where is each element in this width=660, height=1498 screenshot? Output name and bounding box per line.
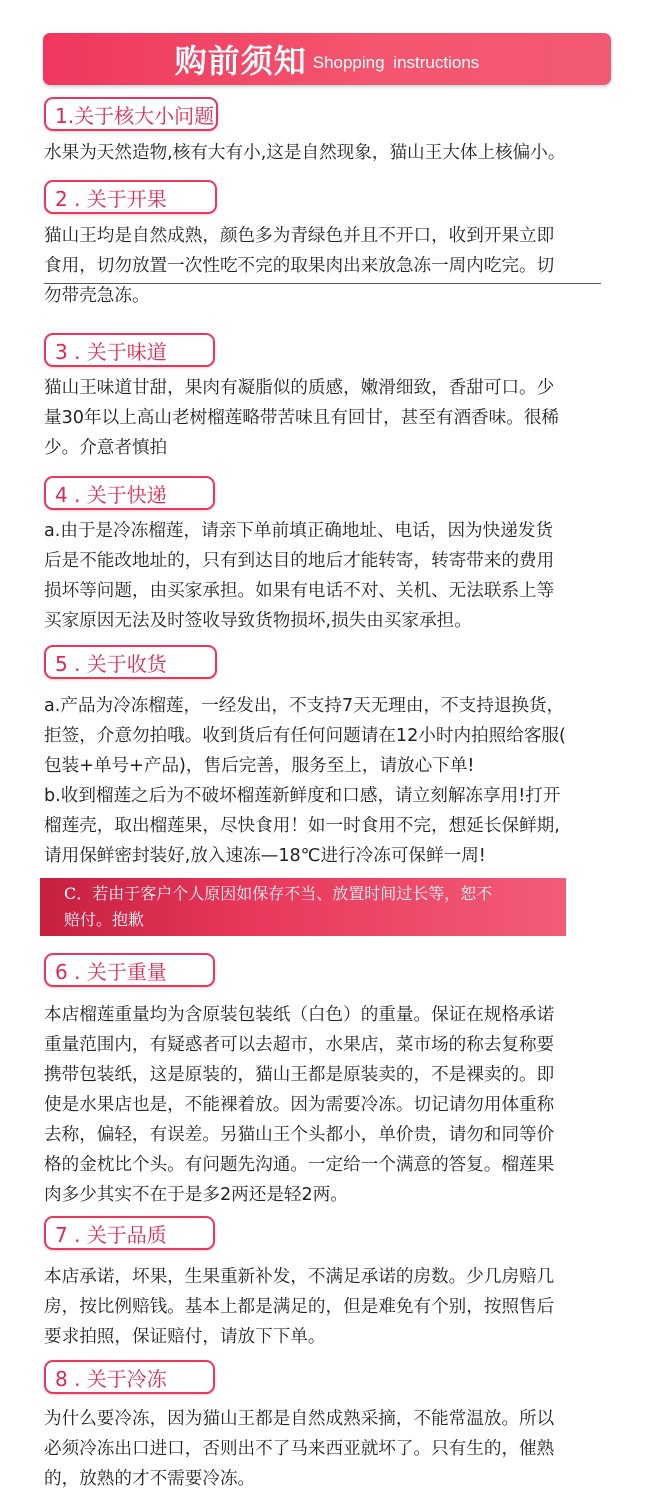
text-line: 请用保鲜密封装好,放入速冻—18℃进行冷冻可保鲜一周! bbox=[44, 846, 486, 866]
notice-line: 赔付。抱歉 bbox=[64, 910, 145, 929]
section-label-weight: 6 . 关于重量 bbox=[44, 953, 215, 987]
section-text-opening bbox=[44, 221, 619, 311]
text-line: 量30年以上高山老树榴莲略带苦味且有回甘，甚至有酒香味。很稀 bbox=[44, 408, 560, 428]
section-text-receiving bbox=[44, 691, 619, 871]
text-line: 后是不能改地址的，只有到达目的地后才能转寄，转寄带来的费用 bbox=[44, 551, 555, 571]
text-line: 少。介意者慎拍 bbox=[44, 438, 168, 458]
text-line: 使是水果店也是，不能裸着放。因为需要冷冻。切记请勿用体重称 bbox=[44, 1095, 555, 1115]
text-line: 本店承诺，坏果，生果重新补发，不满足承诺的房数。少几房赔几 bbox=[44, 1267, 555, 1287]
section-label-freezing: 8 . 关于冷冻 bbox=[44, 1360, 215, 1394]
page-subtitle: Shopping instructions bbox=[312, 53, 480, 72]
section-text-core-size bbox=[44, 138, 619, 168]
text-line: 水果为天然造物,核有大有小,这是自然现象，猫山王大体上核偏小。 bbox=[44, 143, 566, 163]
text-line: 携带包装纸，这是原装的，猫山王都是原装卖的，不是裸卖的。即 bbox=[44, 1065, 555, 1085]
text-line: 猫山王均是自然成熟，颜色多为青绿色并且不开口，收到开果立即 bbox=[44, 226, 555, 246]
text-line: 为什么要冷冻，因为猫山王都是自然成熟采摘，不能常温放。所以 bbox=[44, 1409, 555, 1429]
section-label-core-size: 1.关于核大小问题 bbox=[44, 97, 218, 131]
section-label-taste: 3 . 关于味道 bbox=[44, 333, 215, 367]
text-line: a.由于是冷冻榴莲，请亲下单前填正确地址、电话，因为快递发货 bbox=[44, 521, 554, 541]
section-label-quality: 7 . 关于品质 bbox=[44, 1216, 215, 1250]
text-line: 本店榴莲重量均为含原装包装纸（白色）的重量。保证在规格承诺 bbox=[44, 1005, 555, 1025]
notice-banner bbox=[40, 878, 566, 936]
text-line: 房，按比例赔钱。基本上都是满足的，但是难免有个别，按照售后 bbox=[44, 1297, 555, 1317]
text-line: 格的金枕比个头。有问题先沟通。一定给一个满意的答复。榴莲果 bbox=[44, 1155, 555, 1175]
section-text-freezing bbox=[44, 1404, 619, 1494]
text-line: 拒签，介意勿拍哦。收到货后有任何问题请在12小时内拍照给客服( bbox=[44, 726, 566, 746]
text-line: 的，放熟的才不需要冷冻。 bbox=[44, 1469, 256, 1489]
notice-line: C．若由于客户个人原因如保存不当、放置时间过长等，恕不 bbox=[64, 884, 493, 903]
text-line: 重量范围内，有疑惑者可以去超市，水果店，菜市场的称去复称要 bbox=[44, 1035, 555, 1055]
text-line: 猫山王味道甘甜，果肉有凝脂似的质感，嫩滑细致，香甜可口。少 bbox=[44, 378, 555, 398]
section-label-delivery: 4 . 关于快递 bbox=[44, 476, 215, 510]
text-line: 损坏等问题，由买家承担。如果有电话不对、关机、无法联系上等 bbox=[44, 581, 555, 601]
divider bbox=[44, 283, 601, 284]
text-line: 勿带壳急冻。 bbox=[44, 286, 150, 306]
section-text-delivery bbox=[44, 516, 619, 636]
text-line: 肉多少其实不在于是多2两还是轻2两。 bbox=[44, 1185, 348, 1205]
text-line: 买家原因无法及时签收导致货物损坏,损失由买家承担。 bbox=[44, 611, 472, 631]
section-text-taste bbox=[44, 373, 619, 463]
text-line: 包装+单号+产品)，售后完善，服务至上，请放心下单! bbox=[44, 756, 475, 776]
text-line: b.收到榴莲之后为不破坏榴莲新鲜度和口感，请立刻解冻享用!打开 bbox=[44, 786, 561, 806]
section-label-opening: 2 . 关于开果 bbox=[44, 180, 217, 214]
text-line: 食用，切勿放置一次性吃不完的取果肉出来放急冻一周内吃完。切 bbox=[44, 256, 555, 276]
page-title: 购前须知 bbox=[174, 42, 307, 80]
text-line: 要求拍照，保证赔付，请放下下单。 bbox=[44, 1327, 326, 1347]
header-banner bbox=[43, 33, 611, 85]
text-line: 去称，偏轻，有误差。另猫山王个头都小，单价贵，请勿和同等价 bbox=[44, 1125, 555, 1145]
section-label-receiving: 5 . 关于收货 bbox=[44, 645, 217, 679]
text-line: 榴莲壳，取出榴莲果，尽快食用！如一时食用不完，想延长保鲜期, bbox=[44, 816, 560, 836]
text-line: a.产品为冷冻榴莲，一经发出，不支持7天无理由，不支持退换货， bbox=[44, 696, 565, 716]
section-text-quality bbox=[44, 1262, 619, 1352]
section-text-weight bbox=[44, 1000, 619, 1210]
text-line: 必须冷冻出口进口，否则出不了马来西亚就坏了。只有生的，催熟 bbox=[44, 1439, 555, 1459]
